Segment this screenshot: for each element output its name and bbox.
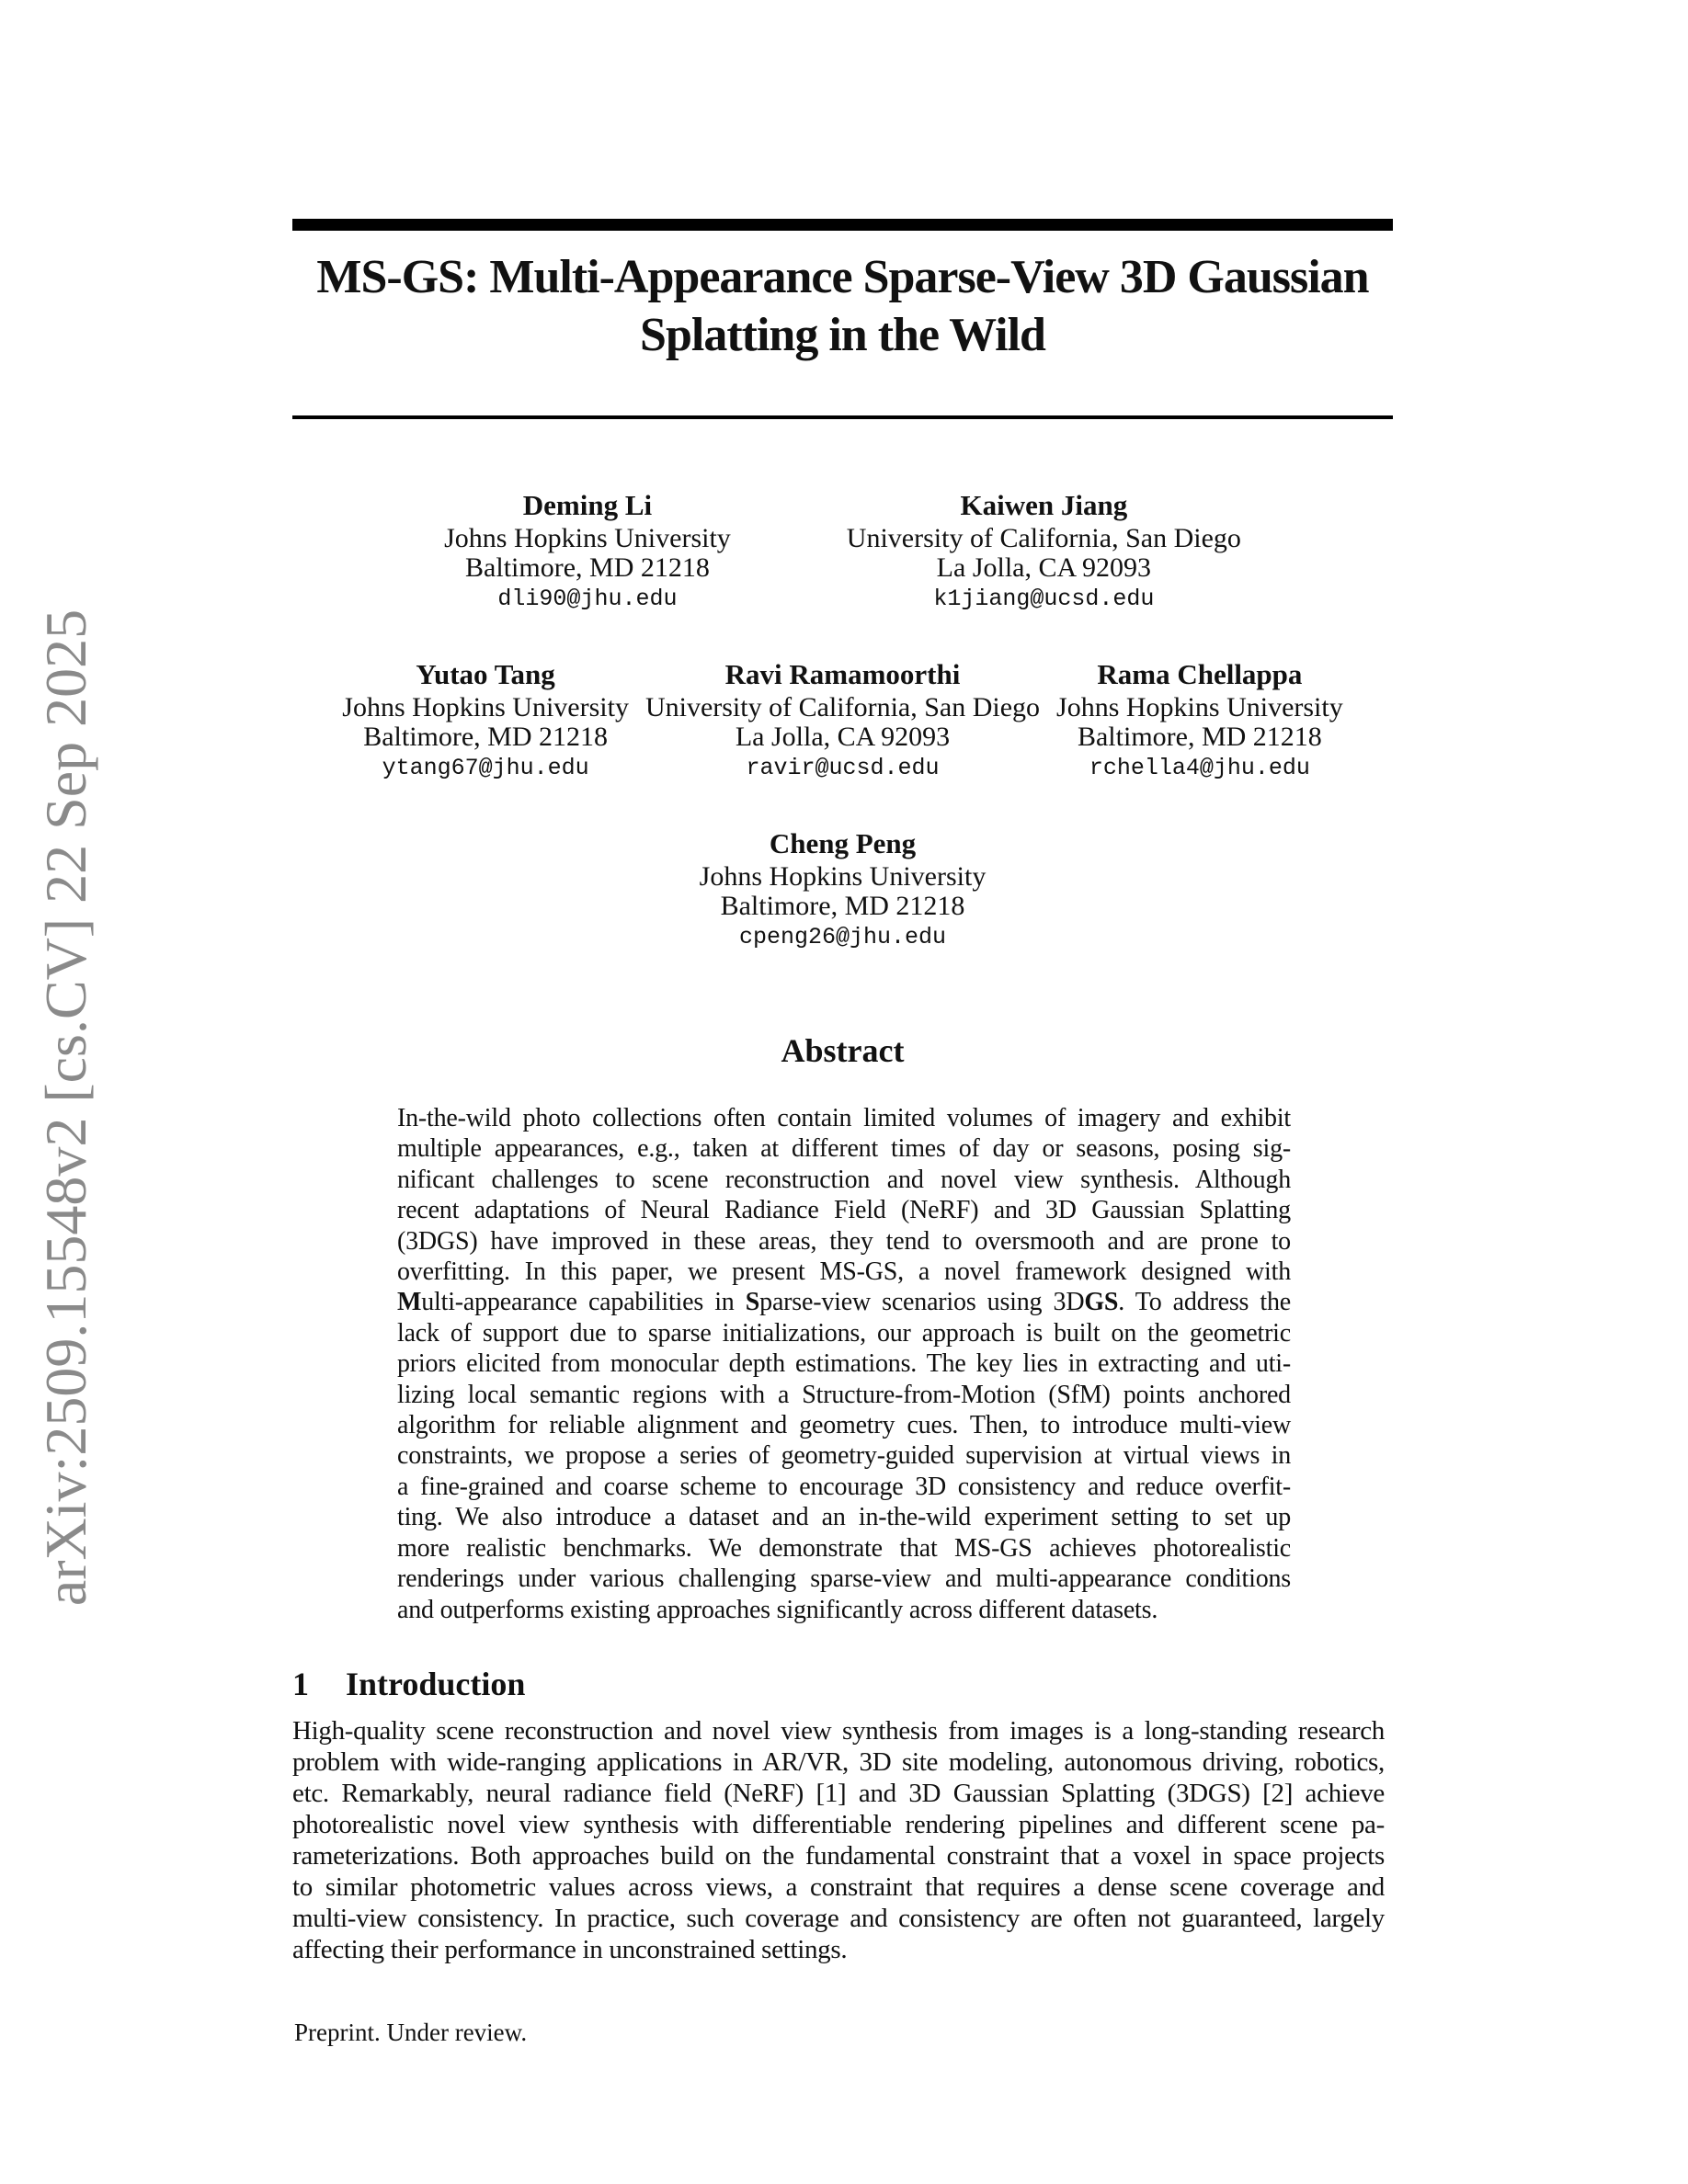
authors-row-1 [292, 487, 1393, 616]
author-affiliation: Johns Hopkins University [699, 861, 987, 892]
author-affiliation: Johns Hopkins University [1056, 692, 1343, 722]
abstract-heading: Abstract [781, 1032, 905, 1069]
author-name: Cheng Peng [769, 827, 917, 859]
author-address: Baltimore, MD 21218 [1077, 722, 1322, 752]
author-address: La Jolla, CA 92093 [735, 722, 951, 752]
author-block-ravi-ramamoorthi [645, 656, 1040, 785]
author-name: Kaiwen Jiang [960, 489, 1128, 521]
author-affiliation: Johns Hopkins University [444, 523, 731, 553]
author-name: Yutao Tang [416, 658, 555, 690]
author-block-cheng-peng [700, 825, 987, 954]
arxiv-stamp: arXiv:2509.15548v2 [cs.CV] 22 Sep 2025 [33, 609, 98, 1607]
author-name: Ravi Ramamoorthi [724, 658, 961, 690]
title-top-rule [292, 219, 1393, 231]
author-block-deming-li [444, 487, 731, 616]
author-email: ravir@ucsd.edu [746, 755, 940, 781]
author-block-yutao-tang [342, 656, 629, 785]
preprint-footnote: Preprint. Under review. [294, 2019, 528, 2046]
title-bottom-rule [292, 415, 1393, 419]
author-email: ytang67@jhu.edu [382, 755, 589, 781]
section-heading-introduction [292, 1664, 1393, 1704]
author-address: La Jolla, CA 92093 [936, 552, 1151, 583]
author-name: Deming Li [522, 489, 653, 521]
abstract-text: In-the-wild photo collections often contain limited volumes of imagery and exhibit multiple appearances, e.g., taken at different times of day or seasons, posing sig- nificant challenges to scene reconstruction and novel view synthesis. Although recent adaptations of Neural Radiance Field (NeRF) and 3D Gaussian Splatting (3DGS) have improved in these areas, they tend to oversmooth and are prone to overfitting. In this paper, we present MS-GS, a novel framework designed with Multi-appearance capabilities in Sparse-view scenarios using 3DGS. To address the lack of support due to sparse initializations, our approach is built on the geometric priors elicited from monocular depth estimations. The key lies in extracting and uti- lizing local semantic regions with a Structure-from-Motion (SfM) points anchored algorithm for reliable alignment and geometry cues. Then, to introduce multi-view constraints, we propose a series of geometry-guided supervision at virtual views in a fine-grained and coarse scheme to encourage 3D consistency and reduce overfit- ting. We also introduce a dataset and an in-the-wild experiment setting to set up more realistic benchmarks. We demonstrate that MS-GS achieves photorealistic renderings under various challenging sparse-view and multi-appearance conditions and outperforms existing approaches significantly across different datasets. [397, 1104, 1292, 1624]
paper-title: MS-GS: Multi-Appearance Sparse-View 3D Gaussian Splatting in the Wild [316, 251, 1369, 361]
author-affiliation: University of California, San Diego [846, 523, 1241, 553]
author-affiliation: Johns Hopkins University [342, 692, 629, 722]
author-address: Baltimore, MD 21218 [720, 891, 965, 921]
author-name: Rama Chellappa [1097, 658, 1303, 690]
author-address: Baltimore, MD 21218 [363, 722, 609, 752]
author-block-rama-chellappa [1056, 656, 1343, 785]
authors-row-3 [292, 825, 1393, 954]
author-email: rchella4@jhu.edu [1089, 755, 1310, 781]
section-title: Introduction [346, 1666, 526, 1702]
introduction-text: High-quality scene reconstruction and novel view synthesis from images is a long-standing research problem with wide-ranging applications in AR/VR, 3D site modeling, autonomous driving, robotics, etc. Remarkably, neural radiance field (NeRF) [1] and 3D Gaussian Splatting (3DGS) [2] achieve photorealistic novel view synthesis with differentiable rendering pipelines and different scene pa- rameterizations. Both approaches build on the fundamental constraint that a voxel in space projects to similar photometric values across views, a constraint that requires a dense scene coverage and multi-view consistency. In practice, such coverage and consistency are often not guaranteed, largely affecting their performance in unconstrained settings. [292, 1716, 1385, 1964]
author-email: k1jiang@ucsd.edu [933, 586, 1155, 612]
author-email: cpeng26@jhu.edu [738, 924, 947, 950]
author-address: Baltimore, MD 21218 [465, 552, 710, 583]
author-block-kaiwen-jiang [847, 487, 1241, 616]
authors-row-2 [292, 656, 1393, 785]
section-number: 1 [292, 1666, 309, 1702]
author-email: dli90@jhu.edu [497, 586, 678, 612]
author-affiliation: University of California, San Diego [644, 692, 1041, 722]
